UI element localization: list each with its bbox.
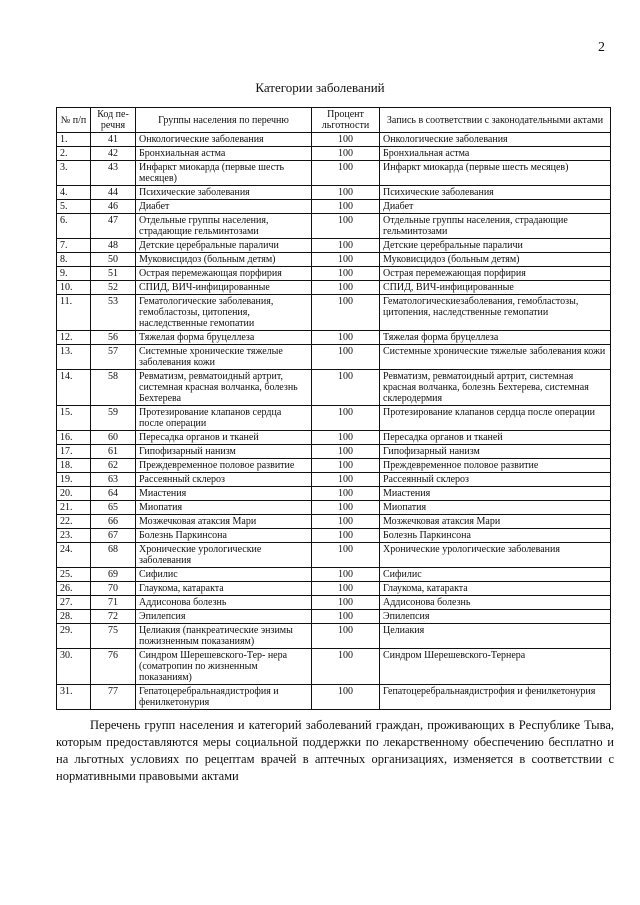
row-group: Диабет <box>136 200 312 214</box>
row-code: 70 <box>91 582 136 596</box>
row-number: 31. <box>57 685 91 710</box>
row-code: 67 <box>91 529 136 543</box>
table-row <box>57 473 611 487</box>
row-group: Мозжечковая атаксия Мари <box>136 515 312 529</box>
row-number: 3. <box>57 161 91 186</box>
row-record: Онкологические заболевания <box>380 133 611 147</box>
table-row <box>57 370 611 406</box>
row-number: 13. <box>57 345 91 370</box>
row-code: 68 <box>91 543 136 568</box>
row-group: Гипофизарный нанизм <box>136 445 312 459</box>
row-group: Хронические урологические заболевания <box>136 543 312 568</box>
row-group: Ревматизм, ревматоидный артрит, системная красная волчанка, болезнь Бехтерева <box>136 370 312 406</box>
row-code: 65 <box>91 501 136 515</box>
row-number: 28. <box>57 610 91 624</box>
row-number: 25. <box>57 568 91 582</box>
row-code: 58 <box>91 370 136 406</box>
row-group: Эпилепсия <box>136 610 312 624</box>
footer-paragraph: Перечень групп населения и категорий заболеваний граждан, проживающих в Республике Тыва, которым предоставляются меры социальной поддержки по лекарственному обеспечению бесплатно и на льготных условиях по рецептам врачей в аптечных организациях, изменяется в соответствии с нормативными правовыми актами <box>56 718 614 783</box>
row-code: 47 <box>91 214 136 239</box>
table-body <box>57 133 611 710</box>
table-row <box>57 295 611 331</box>
row-record: Сифилис <box>380 568 611 582</box>
row-record: Синдром Шерешевского-Тернера <box>380 649 611 685</box>
row-percent: 100 <box>312 281 380 295</box>
row-number: 14. <box>57 370 91 406</box>
row-number: 8. <box>57 253 91 267</box>
row-record: Ревматизм, ревматоидный артрит, системная красная волчанка, болезнь Бехтерева, системная склеродермия <box>380 370 611 406</box>
row-group: Преждевременное половое развитие <box>136 459 312 473</box>
row-record: Психические заболевания <box>380 186 611 200</box>
row-group: Глаукома, катаракта <box>136 582 312 596</box>
row-number: 9. <box>57 267 91 281</box>
row-percent: 100 <box>312 610 380 624</box>
row-record: Пересадка органов и тканей <box>380 431 611 445</box>
table-row <box>57 161 611 186</box>
row-number: 10. <box>57 281 91 295</box>
table-row <box>57 345 611 370</box>
row-number: 16. <box>57 431 91 445</box>
row-percent: 100 <box>312 133 380 147</box>
row-group: Онкологические заболевания <box>136 133 312 147</box>
row-group: Миопатия <box>136 501 312 515</box>
row-code: 41 <box>91 133 136 147</box>
row-percent: 100 <box>312 331 380 345</box>
table-row <box>57 610 611 624</box>
row-group: Протезирование клапанов сердца после операции <box>136 406 312 431</box>
table-row <box>57 568 611 582</box>
row-record: Отдельные группы населения, страдающие гельминтозами <box>380 214 611 239</box>
row-percent: 100 <box>312 295 380 331</box>
row-number: 19. <box>57 473 91 487</box>
row-group: Острая перемежающая порфирия <box>136 267 312 281</box>
row-record: Диабет <box>380 200 611 214</box>
header-percent: Процент льготности <box>312 108 380 133</box>
row-percent: 100 <box>312 473 380 487</box>
row-percent: 100 <box>312 568 380 582</box>
row-group: Муковисцидоз (больным детям) <box>136 253 312 267</box>
row-record: Рассеянный склероз <box>380 473 611 487</box>
row-number: 2. <box>57 147 91 161</box>
row-number: 17. <box>57 445 91 459</box>
row-number: 26. <box>57 582 91 596</box>
row-record: Аддисонова болезнь <box>380 596 611 610</box>
row-group: Гепатоцеребральнаядистрофия и фенилкетонурия <box>136 685 312 710</box>
table-row <box>57 200 611 214</box>
row-group: Пересадка органов и тканей <box>136 431 312 445</box>
row-group: Психические заболевания <box>136 186 312 200</box>
row-group: Тяжелая форма бруцеллеза <box>136 331 312 345</box>
table-row <box>57 624 611 649</box>
row-group: СПИД, ВИЧ-инфицированные <box>136 281 312 295</box>
row-code: 57 <box>91 345 136 370</box>
row-code: 61 <box>91 445 136 459</box>
table-row <box>57 459 611 473</box>
row-number: 20. <box>57 487 91 501</box>
row-number: 18. <box>57 459 91 473</box>
header-group: Группы населения по перечню <box>136 108 312 133</box>
table-row <box>57 133 611 147</box>
table-row <box>57 186 611 200</box>
row-percent: 100 <box>312 267 380 281</box>
table-row <box>57 431 611 445</box>
row-code: 75 <box>91 624 136 649</box>
row-group: Бронхиальная астма <box>136 147 312 161</box>
row-group: Миастения <box>136 487 312 501</box>
row-code: 53 <box>91 295 136 331</box>
row-record: Протезирование клапанов сердца после операции <box>380 406 611 431</box>
header-record: Запись в соответствии с законодательными актами <box>380 108 611 133</box>
row-percent: 100 <box>312 345 380 370</box>
table-row <box>57 267 611 281</box>
row-number: 29. <box>57 624 91 649</box>
row-number: 30. <box>57 649 91 685</box>
row-record: Инфаркт миокарда (первые шесть месяцев) <box>380 161 611 186</box>
row-percent: 100 <box>312 214 380 239</box>
row-record: Детские церебральные параличи <box>380 239 611 253</box>
row-percent: 100 <box>312 161 380 186</box>
row-record: Системные хронические тяжелые заболевания кожи <box>380 345 611 370</box>
row-percent: 100 <box>312 370 380 406</box>
row-record: Эпилепсия <box>380 610 611 624</box>
row-code: 71 <box>91 596 136 610</box>
row-percent: 100 <box>312 459 380 473</box>
row-percent: 100 <box>312 501 380 515</box>
row-record: Хронические урологические заболевания <box>380 543 611 568</box>
row-record: Гематологическиезаболевания, гемобластозы, цитопения, наследственные гемопатии <box>380 295 611 331</box>
table-row <box>57 147 611 161</box>
row-group: Отдельные группы населения, страдающие гельминтозами <box>136 214 312 239</box>
row-code: 56 <box>91 331 136 345</box>
row-percent: 100 <box>312 239 380 253</box>
row-number: 4. <box>57 186 91 200</box>
row-percent: 100 <box>312 515 380 529</box>
row-code: 43 <box>91 161 136 186</box>
table-header-row <box>57 108 611 133</box>
row-record: Глаукома, катаракта <box>380 582 611 596</box>
header-code: Код пе-речня <box>91 108 136 133</box>
row-code: 60 <box>91 431 136 445</box>
row-record: Муковисцидоз (больным детям) <box>380 253 611 267</box>
row-record: Гипофизарный нанизм <box>380 445 611 459</box>
row-record: Острая перемежающая порфирия <box>380 267 611 281</box>
row-code: 51 <box>91 267 136 281</box>
row-code: 77 <box>91 685 136 710</box>
row-code: 66 <box>91 515 136 529</box>
document-title: Категории заболеваний <box>255 80 385 95</box>
table-row <box>57 406 611 431</box>
row-code: 46 <box>91 200 136 214</box>
row-record: Миастения <box>380 487 611 501</box>
row-record: Мозжечковая атаксия Мари <box>380 515 611 529</box>
row-code: 72 <box>91 610 136 624</box>
row-number: 1. <box>57 133 91 147</box>
row-percent: 100 <box>312 543 380 568</box>
row-group: Инфаркт миокарда (первые шесть месяцев) <box>136 161 312 186</box>
row-percent: 100 <box>312 431 380 445</box>
row-percent: 100 <box>312 253 380 267</box>
row-group: Болезнь Паркинсона <box>136 529 312 543</box>
table-row <box>57 281 611 295</box>
row-percent: 100 <box>312 406 380 431</box>
page-number: 2 <box>598 40 605 55</box>
row-number: 22. <box>57 515 91 529</box>
row-number: 23. <box>57 529 91 543</box>
row-number: 15. <box>57 406 91 431</box>
table-row <box>57 543 611 568</box>
table-row <box>57 487 611 501</box>
table-row <box>57 515 611 529</box>
row-percent: 100 <box>312 529 380 543</box>
row-code: 52 <box>91 281 136 295</box>
row-percent: 100 <box>312 596 380 610</box>
row-percent: 100 <box>312 186 380 200</box>
row-group: Целиакия (панкреатические энзимы пожизненным показаниям) <box>136 624 312 649</box>
row-group: Системные хронические тяжелые заболевания кожи <box>136 345 312 370</box>
row-code: 50 <box>91 253 136 267</box>
table-row <box>57 649 611 685</box>
row-group: Сифилис <box>136 568 312 582</box>
row-record: СПИД, ВИЧ-инфицированные <box>380 281 611 295</box>
row-percent: 100 <box>312 685 380 710</box>
table-row <box>57 582 611 596</box>
table-row <box>57 253 611 267</box>
row-percent: 100 <box>312 200 380 214</box>
row-code: 48 <box>91 239 136 253</box>
row-record: Тяжелая форма бруцеллеза <box>380 331 611 345</box>
row-percent: 100 <box>312 445 380 459</box>
row-code: 69 <box>91 568 136 582</box>
row-code: 76 <box>91 649 136 685</box>
row-number: 5. <box>57 200 91 214</box>
row-percent: 100 <box>312 487 380 501</box>
row-number: 6. <box>57 214 91 239</box>
row-number: 12. <box>57 331 91 345</box>
row-number: 21. <box>57 501 91 515</box>
row-record: Целиакия <box>380 624 611 649</box>
table-row <box>57 214 611 239</box>
row-number: 27. <box>57 596 91 610</box>
row-record: Миопатия <box>380 501 611 515</box>
table-row <box>57 685 611 710</box>
row-percent: 100 <box>312 649 380 685</box>
row-group: Детские церебральные параличи <box>136 239 312 253</box>
row-group: Синдром Шерешевского-Тер- нера (соматропин по жизненным показаниям) <box>136 649 312 685</box>
categories-table <box>56 107 611 710</box>
row-record: Гепатоцеребральнаядистрофия и фенилкетонурия <box>380 685 611 710</box>
row-number: 24. <box>57 543 91 568</box>
table-row <box>57 596 611 610</box>
row-code: 64 <box>91 487 136 501</box>
row-number: 11. <box>57 295 91 331</box>
header-number: № п/п <box>57 108 91 133</box>
row-record: Преждевременное половое развитие <box>380 459 611 473</box>
row-code: 59 <box>91 406 136 431</box>
row-code: 62 <box>91 459 136 473</box>
table-row <box>57 501 611 515</box>
table-row <box>57 529 611 543</box>
row-code: 44 <box>91 186 136 200</box>
row-percent: 100 <box>312 147 380 161</box>
row-record: Бронхиальная астма <box>380 147 611 161</box>
row-code: 63 <box>91 473 136 487</box>
row-percent: 100 <box>312 582 380 596</box>
row-number: 7. <box>57 239 91 253</box>
row-group: Аддисонова болезнь <box>136 596 312 610</box>
row-percent: 100 <box>312 624 380 649</box>
table-row <box>57 239 611 253</box>
table-row <box>57 445 611 459</box>
row-record: Болезнь Паркинсона <box>380 529 611 543</box>
row-group: Рассеянный склероз <box>136 473 312 487</box>
row-code: 42 <box>91 147 136 161</box>
table-row <box>57 331 611 345</box>
row-group: Гематологические заболевания, гемобластозы, цитопения, наследственные гемопатии <box>136 295 312 331</box>
